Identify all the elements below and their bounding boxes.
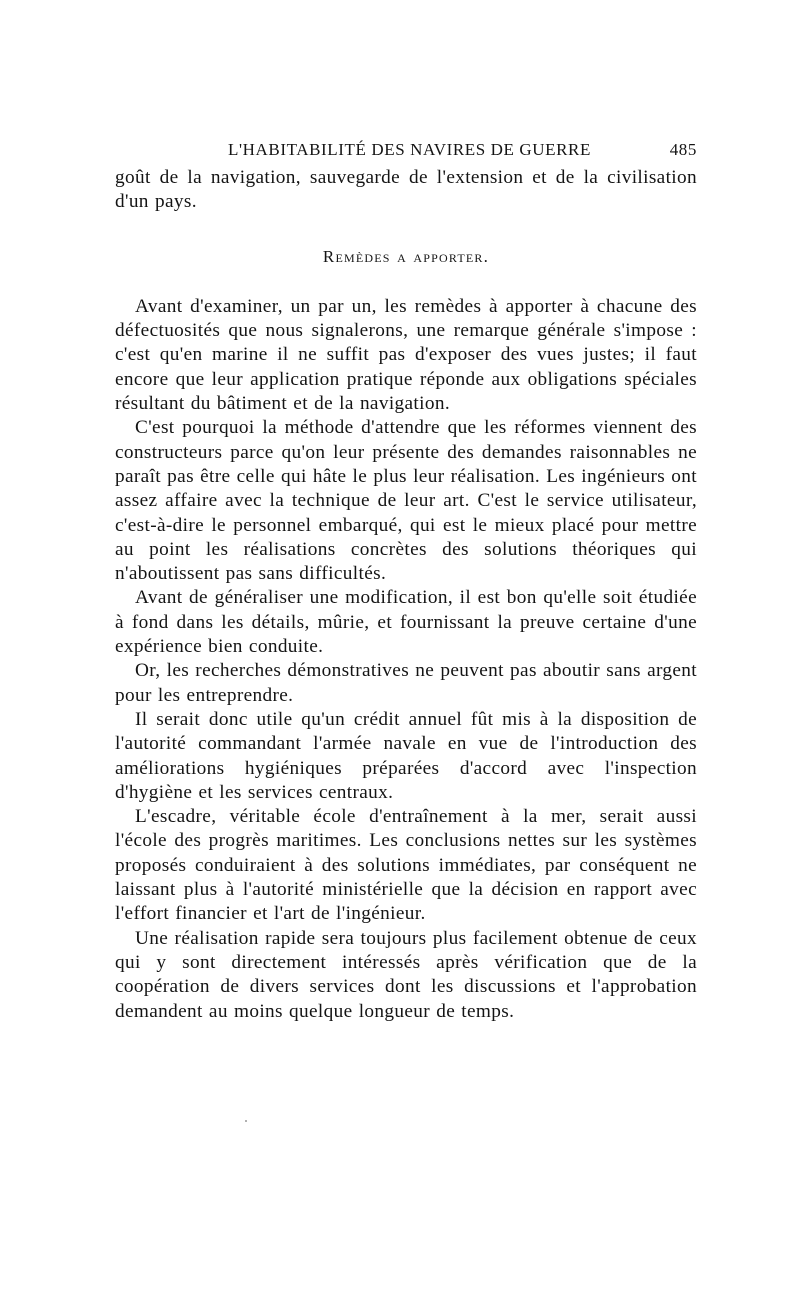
page-number: 485 [669, 140, 697, 159]
paragraph: Or, les recherches démonstratives ne peuvent pas aboutir sans argent pour les entreprendre. [115, 660, 697, 706]
body-text [115, 166, 697, 1024]
page [115, 140, 697, 1024]
section-heading: Remèdes a apporter. [322, 246, 490, 266]
paragraph: Une réalisation rapide sera toujours plus facilement obtenue de ceux qui y sont directement intéressés après vérification que de la coopération de divers services dont les discussions et l'approbation demandent au moins quelque longueur de temps. [115, 927, 697, 1022]
paragraph: Il serait donc utile qu'un crédit annuel fût mis à la disposition de l'autorité commandant l'armée navale en vue de l'introduction des améliorations hygiéniques préparées d'accord avec l'inspection d'hygiène et les services centraux. [115, 708, 697, 803]
paragraph: L'escadre, véritable école d'entraînement à la mer, serait aussi l'école des progrès maritimes. Les conclusions nettes sur les systèmes proposés conduiraient à des solutions immédiates, par conséquent ne laissant plus à l'autorité ministérielle que la décision en rapport avec l'effort financier et l'art de l'ingénieur. [115, 806, 697, 925]
print-speck [245, 1120, 247, 1122]
running-head [115, 140, 697, 166]
paragraph: Avant de généraliser une modification, il est bon qu'elle soit étudiée à fond dans les détails, mûrie, et fournissant la preuve certaine d'une expérience bien conduite. [115, 587, 697, 658]
paragraph-continuation: goût de la navigation, sauvegarde de l'extension et de la civilisation d'un pays. [115, 167, 697, 213]
running-title: L'HABITABILITÉ DES NAVIRES DE GUERRE [228, 140, 591, 159]
paragraph: Avant d'examiner, un par un, les remèdes à apporter à chacune des défectuosités que nous signalerons, une remarque générale s'impose : c'est qu'en marine il ne suffit pas d'exposer des vues justes; il faut encore que leur application pratique réponde aux obligations spéciales résultant du bâtiment et de la navigation. [115, 295, 697, 415]
paragraph: C'est pourquoi la méthode d'attendre que les réformes viennent des constructeurs parce qu'on leur présente des demandes raisonnables ne paraît pas être celle qui hâte le plus leur réalisation. Les ingénieurs ont assez affaire avec la technique de leur art. C'est le service utilisateur, c'est-à-dire le personnel embarqué, qui est le mieux placé pour mettre au point les réalisations concrètes des solutions théoriques qui n'aboutissent pas sans difficultés. [115, 417, 697, 585]
